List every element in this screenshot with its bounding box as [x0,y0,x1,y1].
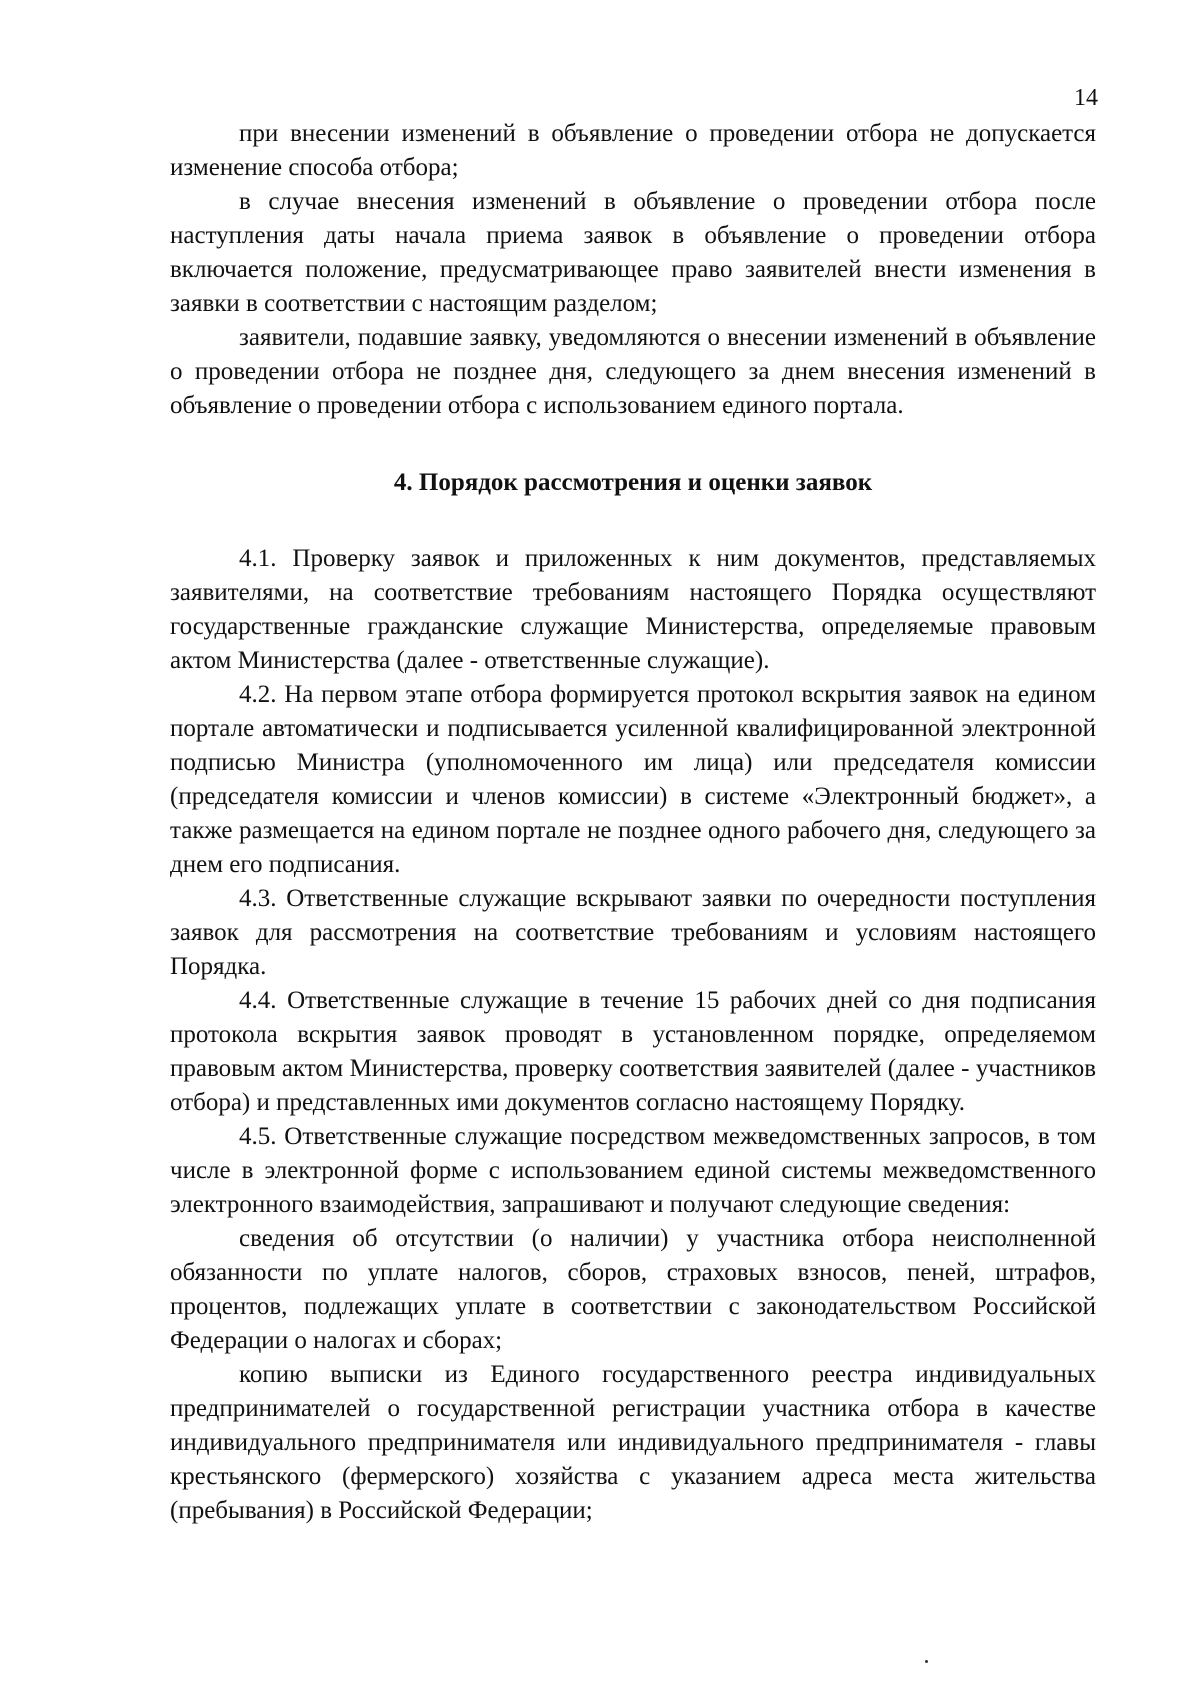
spacer [170,423,1096,466]
paragraph-4-3: 4.3. Ответственные служащие вскрывают заявки по очередности поступления заявок для рассмотрения на соответствие требованиям и условиям настоящего Порядка. [170,885,1096,980]
scan-speck [925,1660,928,1663]
paragraph-4-5: 4.5. Ответственные служащие посредством межведомственных запросов, в том числе в электронной форме с использованием единой системы межведомственного электронного взаимодействия, запрашивают и получают следующие сведения: [170,1123,1096,1218]
paragraph-4-2: 4.2. На первом этапе отбора формируется протокол вскрытия заявок на едином портале автоматически и подписывается усиленной квалифицированной электронной подписью Министра (уполномоченного им лица) или председателя комиссии (председателя комиссии и членов комиссии) в системе «Электронный бюджет», а также размещается на едином портале не позднее одного рабочего дня, следующего за днем его подписания. [170,681,1096,878]
paragraph-4-1: 4.1. Проверку заявок и приложенных к ним документов, представляемых заявителями, на соответствие требованиям настоящего Порядка осуществляют государственные гражданские служащие Министерства, определяемые правовым актом Министерства (далее - ответственные служащие). [170,545,1096,674]
section-heading: 4. Порядок рассмотрения и оценки заявок [393,469,873,496]
spacer [170,500,1096,542]
paragraph-4-4: 4.4. Ответственные служащие в течение 15 рабочих дней со дня подписания протокола вскрытия заявок проводят в установленном порядке, определяемом правовым актом Министерства, проверку соответствия заявителей (далее - участников отбора) и представленных ими документов согласно настоящему Порядку. [170,987,1096,1116]
paragraph-change-method: при внесении изменений в объявление о проведении отбора не допускается изменение способа отбора; [170,120,1096,181]
paragraph-tax-info: сведения об отсутствии (о наличии) у участника отбора неисполненной обязанности по уплате налогов, сборов, страховых взносов, пеней, штрафов, процентов, подлежащих уплате в соответствии с законодательством Российской Федерации о налогах и сборах; [170,1225,1096,1354]
document-body [170,117,1096,1528]
page-number: 14 [1074,85,1098,111]
paragraph-notify-applicants: заявители, подавшие заявку, уведомляются о внесении изменений в объявление о проведении отбора не позднее дня, следующего за днем внесения изменений в объявление о проведении отбора с использованием единого портала. [170,324,1096,419]
paragraph-egrip-extract: копию выписки из Единого государственного реестра индивидуальных предпринимателей о государственной регистрации участника отбора в качестве индивидуального предпринимателя или индивидуального предпринимателя - главы крестьянского (фермерского) хозяйства с указанием адреса места жительства (пребывания) в Российской Федерации; [170,1361,1096,1524]
paragraph-change-after-start: в случае внесения изменений в объявление о проведении отбора после наступления даты начала приема заявок в объявление о проведении отбора включается положение, предусматривающее право заявителей внести изменения в заявки в соответствии с настоящим разделом; [170,188,1096,317]
